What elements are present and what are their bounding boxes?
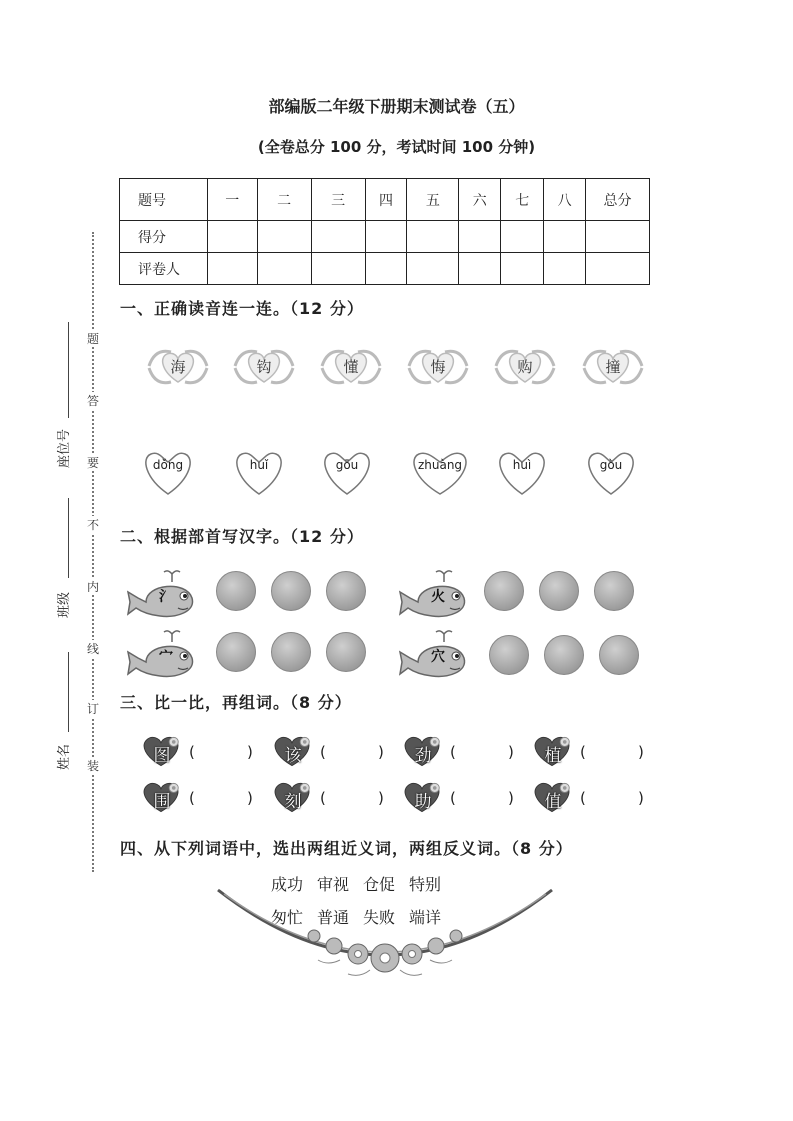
score-table <box>119 178 650 285</box>
table-header-cell: 一 <box>207 179 257 221</box>
table-header-cell: 题号 <box>120 179 208 221</box>
pinyin-heart-card[interactable] <box>582 448 640 498</box>
binding-char: 答 <box>86 394 99 408</box>
page-subtitle: (全卷总分 100 分，考试时间 100 分钟) <box>257 138 536 156</box>
paren-close: ) <box>247 743 253 761</box>
char-heart-card[interactable] <box>492 344 558 390</box>
score-cell[interactable] <box>207 221 257 253</box>
paren-close: ) <box>378 743 384 761</box>
answer-circle[interactable] <box>271 571 311 611</box>
score-cell[interactable] <box>501 221 544 253</box>
word-item: 端详 <box>409 908 442 927</box>
paren-open: ( <box>189 789 195 807</box>
paren-open: ( <box>320 789 326 807</box>
whale-radical-card <box>126 628 198 684</box>
pinyin-heart-card[interactable] <box>407 448 473 498</box>
answer-circle[interactable] <box>271 632 311 672</box>
binding-dotted-line <box>92 232 94 872</box>
table-header-cell: 三 <box>311 179 365 221</box>
word-item: 仓促 <box>363 875 396 894</box>
seat-number-label: 座位号 <box>57 428 72 468</box>
grader-cell[interactable] <box>407 253 459 285</box>
compare-word-item <box>141 734 271 770</box>
answer-circle[interactable] <box>539 571 579 611</box>
word-item: 成功 <box>271 875 304 894</box>
compare-word-item <box>532 734 662 770</box>
score-cell[interactable] <box>407 221 459 253</box>
table-header-cell: 二 <box>257 179 311 221</box>
pinyin-heart-card[interactable] <box>139 448 197 498</box>
answer-blank[interactable] <box>460 786 504 810</box>
whale-radical-card <box>398 628 470 684</box>
answer-blank[interactable] <box>590 740 634 764</box>
answer-blank[interactable] <box>330 786 374 810</box>
name-line[interactable] <box>68 652 69 732</box>
char-label: 撞 <box>605 358 621 376</box>
table-header-cell: 八 <box>544 179 586 221</box>
section4-title: 四、从下列词语中，选出两组近义词，两组反义词。（8 分） <box>120 839 573 858</box>
binding-char: 要 <box>86 456 99 470</box>
table-header-cell: 四 <box>365 179 407 221</box>
answer-blank[interactable] <box>199 740 243 764</box>
compare-word-item <box>141 780 271 816</box>
compare-char: 劲 <box>414 746 432 766</box>
whale-radical-card <box>398 568 470 624</box>
paren-close: ) <box>247 789 253 807</box>
answer-blank[interactable] <box>330 740 374 764</box>
radical-label: 穴 <box>431 649 445 665</box>
section3-title: 三、比一比，再组词。（8 分） <box>120 693 352 712</box>
word-item: 匆忙 <box>271 908 304 927</box>
compare-word-item <box>272 734 402 770</box>
radical-label: 氵 <box>159 589 173 605</box>
answer-blank[interactable] <box>460 740 504 764</box>
whale-radical-card <box>126 568 198 624</box>
score-cell[interactable] <box>586 221 650 253</box>
char-heart-card[interactable] <box>318 344 384 390</box>
binding-char: 订 <box>86 702 99 716</box>
answer-circle[interactable] <box>599 635 639 675</box>
page-title: 部编版二年级下册期末测试卷（五） <box>268 97 525 116</box>
paren-open: ( <box>320 743 326 761</box>
heart-outline-icon <box>493 448 551 498</box>
score-cell[interactable] <box>365 221 407 253</box>
char-heart-card[interactable] <box>405 344 471 390</box>
pinyin-heart-card[interactable] <box>318 448 376 498</box>
compare-char: 刻 <box>284 792 302 812</box>
binding-char: 装 <box>86 759 99 773</box>
char-heart-card[interactable] <box>580 344 646 390</box>
table-header-cell: 七 <box>501 179 544 221</box>
pinyin-label: zhuàng <box>417 458 463 472</box>
table-header-cell: 六 <box>459 179 501 221</box>
answer-circle[interactable] <box>594 571 634 611</box>
table-row-label: 得分 <box>120 221 208 253</box>
char-heart-card[interactable] <box>231 344 297 390</box>
pinyin-label: huǐ <box>249 458 269 472</box>
section1-title: 一、正确读音连一连。（12 分） <box>120 299 364 318</box>
grader-cell[interactable] <box>207 253 257 285</box>
grader-cell[interactable] <box>459 253 501 285</box>
grader-cell[interactable] <box>501 253 544 285</box>
paren-open: ( <box>580 789 586 807</box>
char-label: 懂 <box>343 358 359 376</box>
paren-open: ( <box>189 743 195 761</box>
paren-open: ( <box>580 743 586 761</box>
grader-cell[interactable] <box>365 253 407 285</box>
heart-outline-icon <box>582 448 640 498</box>
binding-char: 内 <box>86 580 99 594</box>
binding-char: 不 <box>86 518 99 532</box>
pinyin-heart-card[interactable] <box>230 448 288 498</box>
compare-char: 图 <box>153 746 171 766</box>
compare-char: 围 <box>153 792 171 812</box>
seat-number-line[interactable] <box>68 322 69 418</box>
answer-circle[interactable] <box>489 635 529 675</box>
answer-circle[interactable] <box>326 632 366 672</box>
char-label: 悔 <box>430 358 446 376</box>
table-header-cell: 五 <box>407 179 459 221</box>
score-cell[interactable] <box>544 221 586 253</box>
grader-cell[interactable] <box>544 253 586 285</box>
grader-cell[interactable] <box>311 253 365 285</box>
grader-cell[interactable] <box>586 253 650 285</box>
grader-cell[interactable] <box>257 253 311 285</box>
pinyin-label: huì <box>512 458 532 472</box>
paren-open: ( <box>450 789 456 807</box>
compare-word-item <box>402 780 532 816</box>
heart-outline-icon <box>230 448 288 498</box>
score-cell[interactable] <box>459 221 501 253</box>
class-line[interactable] <box>68 498 69 578</box>
binding-char: 题 <box>86 332 99 346</box>
paren-close: ) <box>378 789 384 807</box>
word-item: 审视 <box>317 875 350 894</box>
radical-label: 火 <box>431 589 445 605</box>
score-cell[interactable] <box>257 221 311 253</box>
answer-blank[interactable] <box>590 786 634 810</box>
word-item: 失败 <box>363 908 396 927</box>
pinyin-label: dǒng <box>152 458 184 472</box>
word-item: 普通 <box>317 908 350 927</box>
char-heart-card[interactable] <box>145 344 211 390</box>
compare-char: 值 <box>544 792 562 812</box>
table-header-cell: 总分 <box>586 179 650 221</box>
answer-circle[interactable] <box>216 571 256 611</box>
char-label: 海 <box>170 358 186 376</box>
compare-word-item <box>402 734 532 770</box>
compare-char: 植 <box>544 746 562 766</box>
class-label: 班级 <box>57 591 72 618</box>
pinyin-label: gōu <box>335 458 359 472</box>
char-label: 购 <box>517 358 533 376</box>
paren-close: ) <box>638 743 644 761</box>
paren-close: ) <box>508 789 514 807</box>
char-label: 钩 <box>256 358 272 376</box>
compare-char: 该 <box>284 746 302 766</box>
heart-outline-icon <box>318 448 376 498</box>
section2-title: 二、根据部首写汉字。（12 分） <box>120 527 364 546</box>
answer-circle[interactable] <box>326 571 366 611</box>
answer-blank[interactable] <box>199 786 243 810</box>
pinyin-label: gòu <box>599 458 623 472</box>
pinyin-heart-card[interactable] <box>493 448 551 498</box>
compare-word-item <box>272 780 402 816</box>
answer-circle[interactable] <box>544 635 584 675</box>
word-item: 特别 <box>409 875 442 894</box>
paren-open: ( <box>450 743 456 761</box>
binding-char: 线 <box>86 642 99 656</box>
paren-close: ) <box>508 743 514 761</box>
answer-circle[interactable] <box>216 632 256 672</box>
compare-word-item <box>532 780 662 816</box>
compare-char: 助 <box>414 792 432 812</box>
answer-circle[interactable] <box>484 571 524 611</box>
paren-close: ) <box>638 789 644 807</box>
floral-arc-decoration <box>210 880 560 990</box>
table-row-label: 评卷人 <box>120 253 208 285</box>
name-label: 姓名 <box>57 743 72 770</box>
heart-outline-icon <box>139 448 197 498</box>
heart-outline-icon <box>407 448 473 498</box>
score-cell[interactable] <box>311 221 365 253</box>
radical-label: 宀 <box>159 649 173 665</box>
